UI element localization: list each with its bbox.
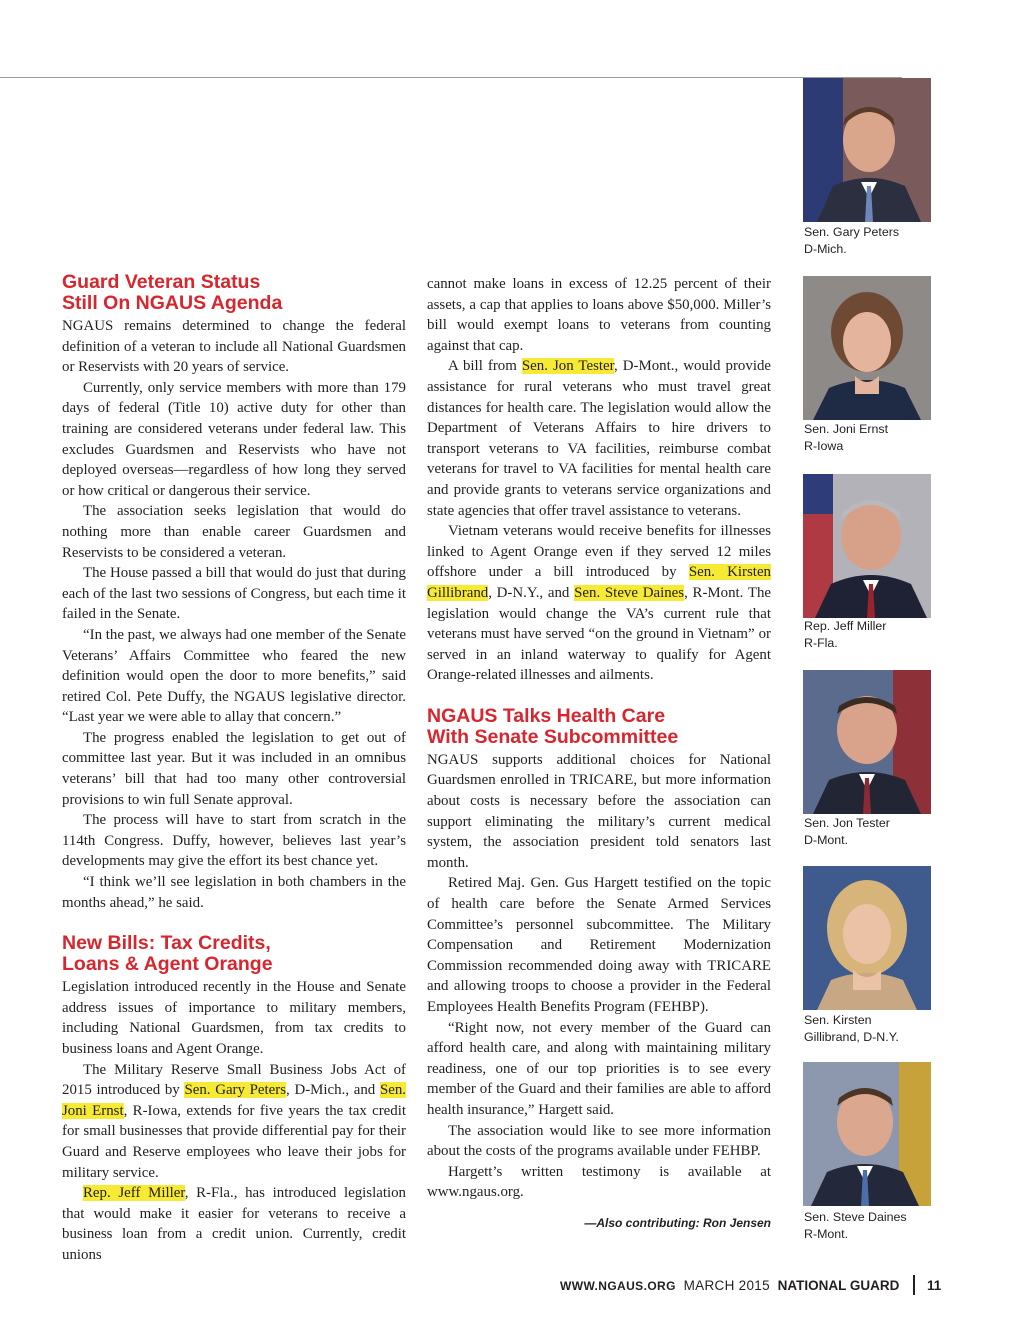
column-right-text	[427, 274, 771, 1234]
heading-line: With Senate Subcommittee	[427, 725, 679, 748]
column-left	[62, 272, 406, 1266]
page-footer	[560, 1275, 940, 1295]
footer-url: WWW.NGAUS.ORG	[560, 1279, 676, 1293]
portrait-gary-peters	[803, 78, 931, 222]
portrait-jon-tester	[803, 670, 931, 814]
page-number: 11	[926, 1278, 942, 1293]
text-run: The Military Reserve Small Business Jobs Act of 2015 introduced by	[62, 1061, 406, 1099]
heading-line: New Bills: Tax Credits,	[62, 932, 271, 955]
paragraph: The process will have to start from scratch in the 114th Congress. Duffy, however, believes last year’s developments may give the effort its best chance yet.	[62, 812, 406, 870]
caption-party-state: D-Mich.	[804, 242, 847, 256]
portrait-kirsten-gillibrand	[803, 866, 931, 1010]
paragraph: NGAUS supports additional choices for National Guardsmen enrolled in TRICARE, but more information about costs is necessary before the association can support eliminating the military’s current medical system, the association president told senators last month.	[427, 751, 771, 871]
highlighted-name: Sen. Kirsten Gillibrand	[427, 564, 771, 601]
paragraph: “I think we’ll see legislation in both chambers in the months ahead,” he said.	[62, 874, 406, 911]
footer-magazine-title: NATIONAL GUARD	[777, 1278, 900, 1293]
caption-kirsten-gillibrand	[804, 1012, 954, 1046]
caption-name: Sen. Gary Peters	[804, 225, 900, 239]
text-run: , R-Mont. The legislation would change the VA’s current rule that veterans must have served “on the ground in Vietnam” or served in an inland waterway to qualify for Agent Orange-related illnesses and ailments.	[427, 584, 772, 684]
caption-joni-ernst	[804, 421, 954, 455]
footer-date: MARCH 2015	[683, 1278, 770, 1293]
text-run: , D-N.Y., and	[488, 584, 575, 601]
caption-party-state: R-Mont.	[804, 1227, 849, 1241]
caption-name: Rep. Jeff Miller	[804, 619, 887, 633]
caption-jon-tester	[804, 815, 954, 849]
paragraph: The House passed a bill that would do just that during each of the last two sessions of Congress, but each time it failed in the Senate.	[62, 565, 406, 623]
text-run: cannot make loans in excess of 12.25 percent of their assets, a cap that applies to loans above $50,000. Miller’s bill would exempt loans to veterans from counting against that cap.	[427, 276, 771, 354]
caption-gary-peters	[804, 224, 954, 258]
text-run: , D-Mont., would provide assistance for rural veterans who must travel great distances for health care. The legislation would allow the Department of Veterans Affairs to hire drivers to transport veterans to VA facilities, reimburse combat veterans for travel to VA facilities for mental health care and provide grants to veterans service organizations and state agencies that offer travel assistance to veterans.	[427, 358, 772, 519]
contributor-credit: —Also contributing: Ron Jensen	[584, 1215, 771, 1230]
paragraph: The association would like to see more information about the costs of the programs available under FEHBP.	[427, 1122, 771, 1160]
heading-line: Still On NGAUS Agenda	[62, 292, 283, 314]
paragraph: Legislation introduced recently in the House and Senate address issues of importance to military members, including National Guardsmen, from tax credits to business loans and Agent Orange.	[62, 979, 406, 1057]
portrait-steve-daines	[803, 1062, 931, 1206]
top-rule	[0, 77, 902, 78]
paragraph: Hargett’s written testimony is available at www.ngaus.org.	[427, 1163, 771, 1201]
caption-name: Sen. Jon Tester	[804, 816, 890, 830]
text-run: , R-Iowa, extends for five years the tax credit for small businesses that provide differential pay for their Guard and Reserve employees who leave their jobs for military service.	[62, 1102, 406, 1181]
paragraph	[427, 356, 771, 521]
paragraph: Currently, only service members with more than 179 days of federal (Title 10) active duty for other than training are considered veterans under federal law. This excludes Guardsmen and Reservists who have not deployed overseas—regardless of how long they served or how critical or dangerous their service.	[62, 379, 406, 499]
paragraph: Retired Maj. Gen. Gus Hargett testified on the topic of health care before the Senate Armed Services Committee’s personnel subcommittee. The Military Compensation and Retirement Modernization Commission recommended doing away with TRICARE and allowing troops to choose a provider in the Federal Employees Health Benefits Program (FEHBP).	[427, 875, 771, 1015]
heading-line: NGAUS Talks Health Care	[427, 704, 666, 727]
paragraph: The progress enabled the legislation to get out of committee last year. But it was included in an omnibus veterans’ bill that had too many other controversial provisions to win full Senate approval.	[62, 729, 406, 808]
paragraph	[62, 1060, 406, 1184]
paragraph: “Right now, not every member of the Guard can afford health care, and along with maintaining military readiness, one of our top priorities is to see every member of the Guard and their families are able to afford health insurance,” Hargett said.	[427, 1019, 771, 1118]
caption-name: Sen. Joni Ernst	[804, 422, 889, 436]
caption-steve-daines	[804, 1209, 954, 1243]
portrait-joni-ernst	[803, 276, 931, 420]
paragraph-continued	[427, 274, 771, 356]
highlighted-name: Sen. Joni Ernst	[62, 1082, 406, 1119]
text-run: , R-Fla., has introduced legislation that would make it easier for veterans to receive a business loan from a credit union. Currently, credit unions	[62, 1185, 406, 1263]
highlighted-name: Sen. Steve Daines	[574, 584, 685, 601]
paragraph: The association seeks legislation that would do nothing more than enable career Guardsmen and Reservists to be considered a veteran.	[62, 503, 406, 561]
highlighted-name: Sen. Gary Peters	[184, 1082, 287, 1099]
portrait-jeff-miller	[803, 474, 931, 618]
paragraph	[427, 521, 771, 686]
paragraph	[62, 1183, 406, 1265]
footer-divider	[913, 1275, 915, 1295]
caption-party-state: R-Iowa	[804, 439, 844, 453]
section-heading-guard-veteran-status	[62, 272, 406, 314]
caption-party-state: R-Fla.	[804, 636, 838, 650]
section-heading-health-care	[427, 706, 771, 748]
text-run: A bill from	[448, 358, 522, 375]
caption-party-state: Gillibrand, D-N.Y.	[804, 1030, 899, 1044]
heading-line: Loans & Agent Orange	[62, 953, 273, 976]
paragraph: “In the past, we always had one member of the Senate Veterans’ Affairs Committee who feared the new definition would open the door to more benefits,” said retired Col. Pete Duffy, the NGAUS legislative director. “Last year we were able to allay that concern.”	[62, 626, 406, 726]
caption-party-state: D-Mont.	[804, 833, 849, 847]
section-heading-new-bills	[62, 933, 406, 975]
paragraph: NGAUS remains determined to change the federal definition of a veteran to include all National Guardsmen or Reservists with 20 years of service.	[62, 318, 406, 376]
heading-line: Guard Veteran Status	[62, 271, 261, 293]
text-run: Vietnam veterans would receive benefits for illnesses linked to Agent Orange even if they served 12 miles offshore under a bill introduced by	[427, 523, 771, 581]
highlighted-name: Sen. Jon Tester	[521, 358, 615, 375]
text-run: , D-Mich., and	[286, 1082, 380, 1099]
caption-name: Sen. Kirsten	[804, 1013, 872, 1027]
highlighted-name: Rep. Jeff Miller	[83, 1185, 185, 1202]
caption-name: Sen. Steve Daines	[804, 1210, 907, 1224]
caption-jeff-miller	[804, 618, 954, 652]
